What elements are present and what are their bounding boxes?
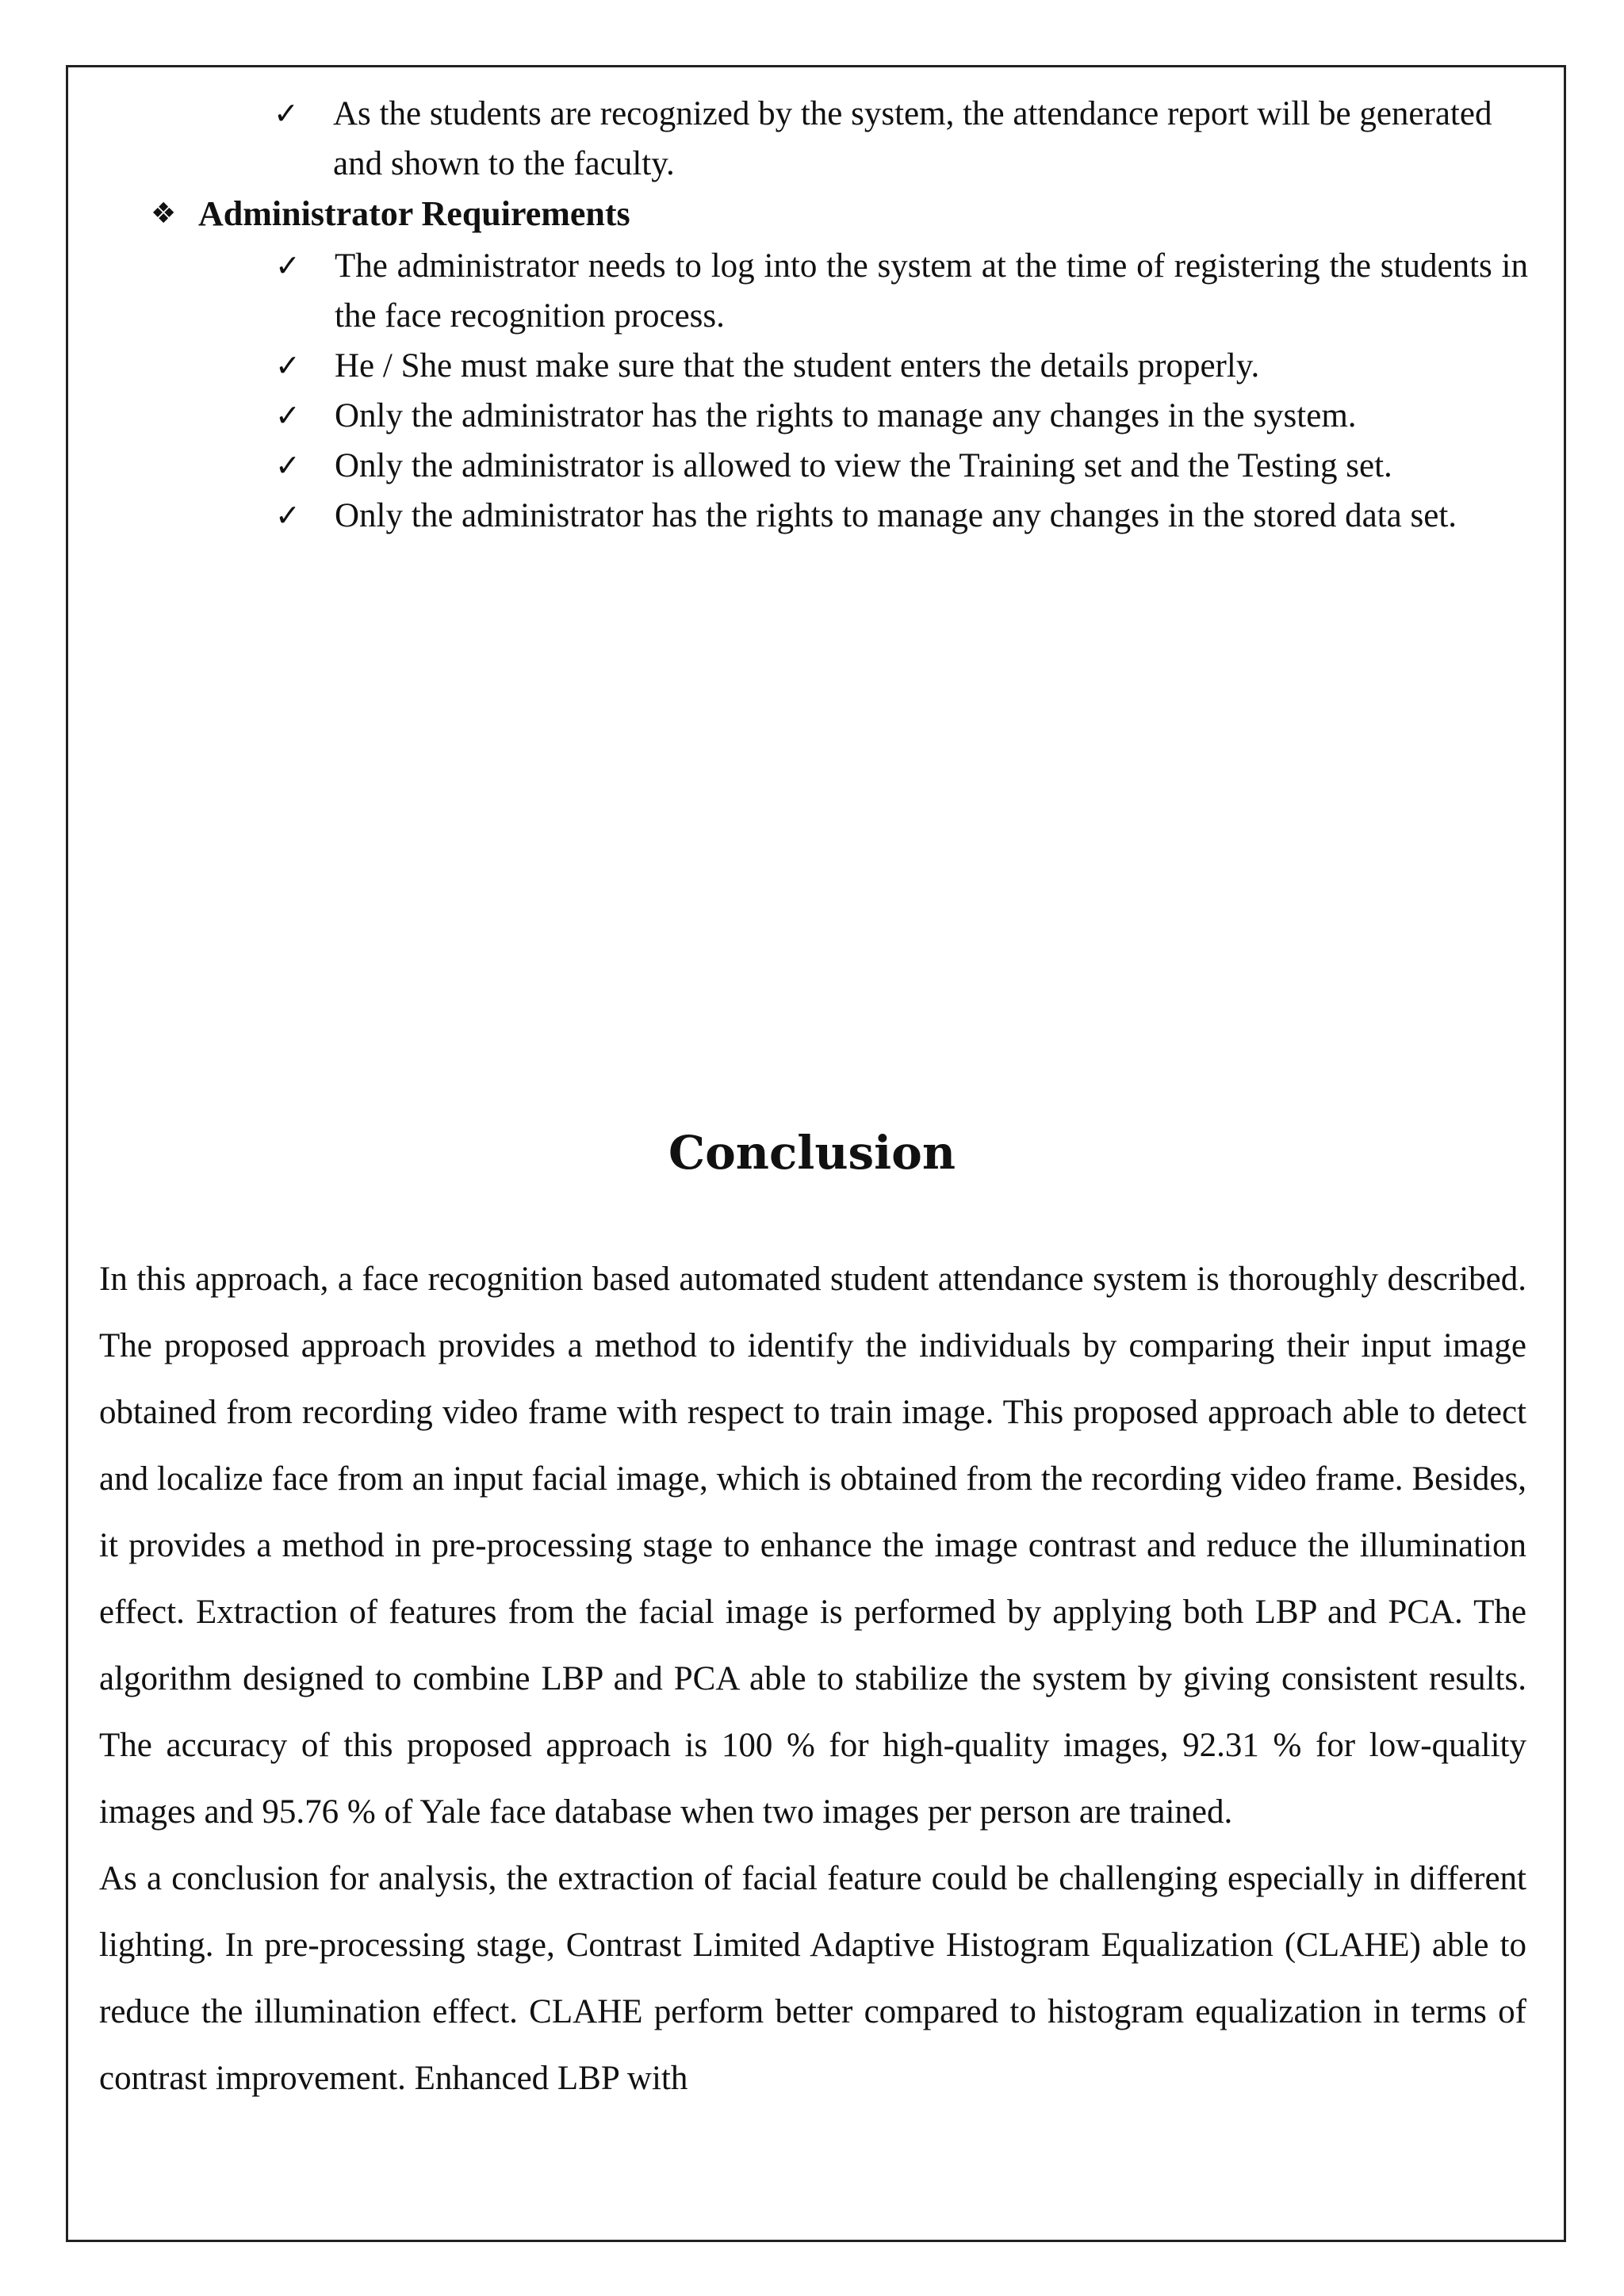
requirement-text: Only the administrator has the rights to manage any changes in the stored data set.	[335, 497, 1457, 534]
requirement-item	[275, 441, 1528, 491]
requirement-item	[275, 341, 1528, 391]
faculty-requirements-continued	[274, 89, 1542, 189]
check-mark-icon: ✓	[275, 348, 301, 383]
administrator-requirements-section	[151, 190, 1530, 541]
section-heading-text: Administrator Requirements	[198, 194, 630, 233]
check-mark-icon: ✓	[274, 96, 299, 131]
requirement-text: The administrator needs to log into the system at the time of registering the students in the face recognition process.	[335, 247, 1528, 335]
section-heading	[151, 190, 1530, 238]
four-diamond-bullet-icon: ❖	[151, 197, 177, 230]
requirement-item	[275, 391, 1528, 441]
check-mark-icon: ✓	[275, 448, 301, 483]
conclusion-paragraph: As a conclusion for analysis, the extraction of facial feature could be challenging especially in different lighting. In pre-processing stage, Contrast Limited Adaptive Histogram Equalization (CLAHE) able to reduce the illumination effect. CLAHE perform better compared to histogram equalization in terms of contrast improvement. Enhanced LBP with	[99, 1860, 1526, 2097]
requirement-text: Only the administrator has the rights to manage any changes in the system.	[335, 397, 1357, 434]
requirement-item	[274, 89, 1542, 189]
requirement-text: He / She must make sure that the student enters the details properly.	[335, 347, 1260, 385]
check-mark-icon: ✓	[275, 248, 301, 283]
conclusion-body	[99, 1246, 1526, 2112]
requirement-text: As the students are recognized by the system, the attendance report will be generated and shown to the faculty.	[333, 95, 1492, 182]
requirement-item	[275, 241, 1528, 341]
administrator-requirements-list	[275, 241, 1528, 541]
requirement-text: Only the administrator is allowed to view the Training set and the Testing set.	[335, 447, 1392, 484]
check-mark-icon: ✓	[275, 398, 301, 433]
check-mark-icon: ✓	[275, 498, 301, 533]
requirement-item	[275, 491, 1528, 541]
conclusion-heading: Conclusion	[668, 1126, 956, 1180]
conclusion-paragraph: In this approach, a face recognition based automated student attendance system is thoroughly described. The proposed approach provides a method to identify the individuals by comparing their input image obtained from recording video frame with respect to train image. This proposed approach able to detect and localize face from an input facial image, which is obtained from the recording video frame. Besides, it provides a method in pre-processing stage to enhance the image contrast and reduce the illumination effect. Extraction of features from the facial image is performed by applying both LBP and PCA. The algorithm designed to combine LBP and PCA able to stabilize the system by giving consistent results. The accuracy of this proposed approach is 100 % for high-quality images, 92.31 % for low-quality images and 95.76 % of Yale face database when two images per person are trained.	[99, 1261, 1526, 1831]
